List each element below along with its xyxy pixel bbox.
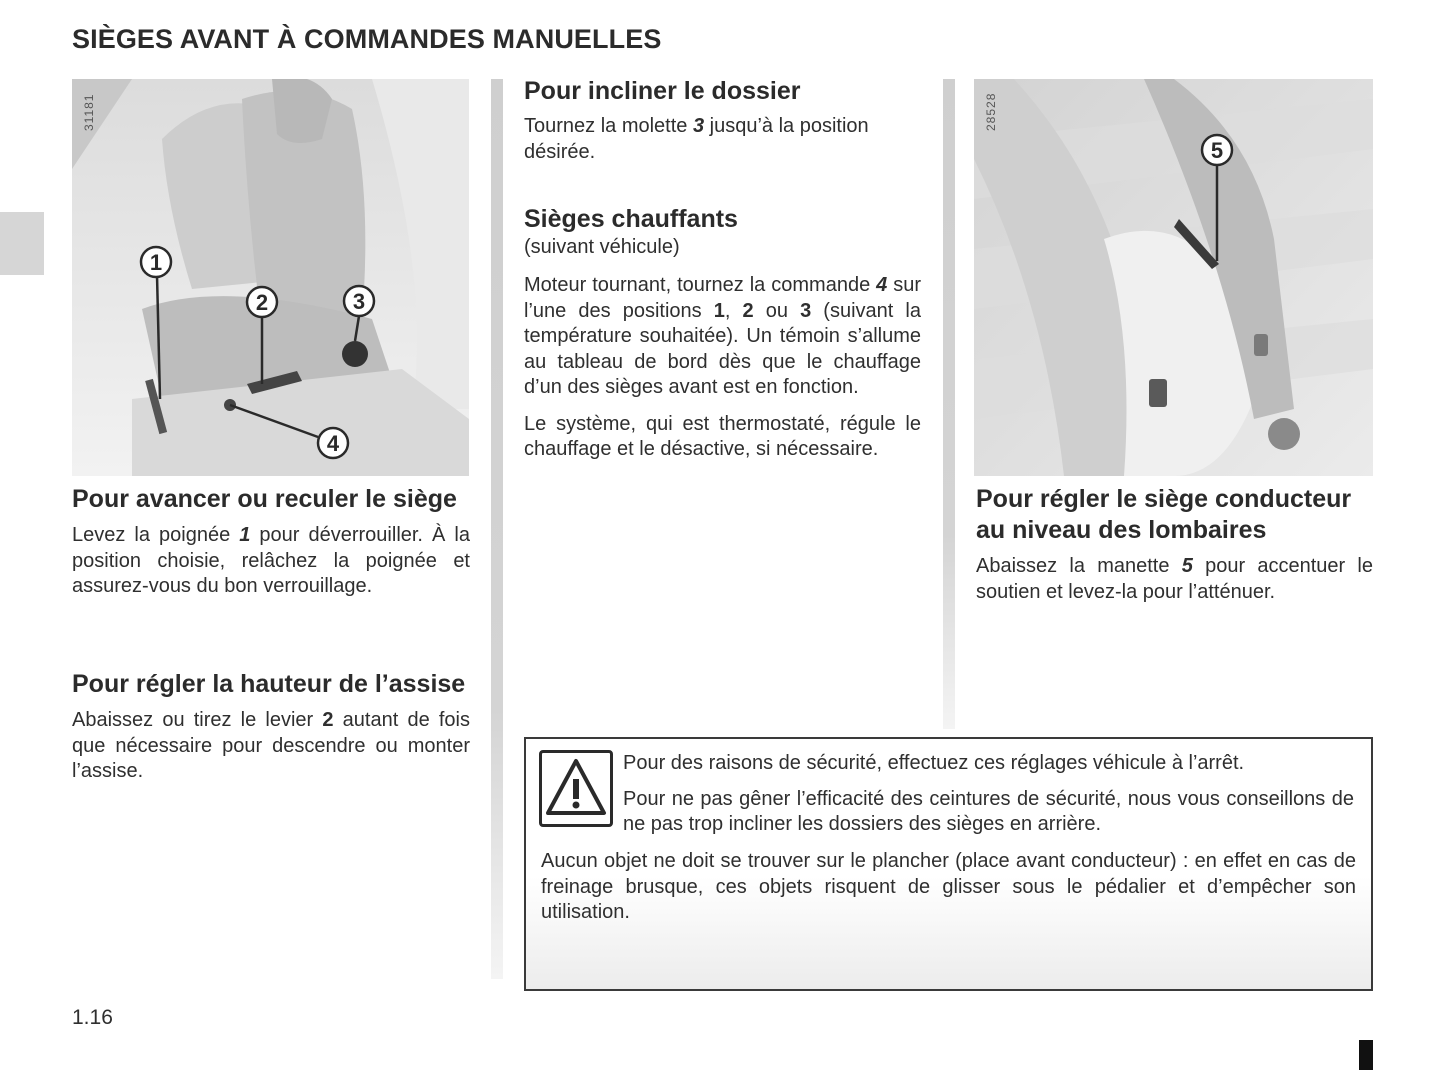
paragraph-recline: Tournez la molette 3 jusqu’à la position désirée. (524, 115, 869, 163)
warning-bottom-text (541, 849, 1356, 926)
paragraph-seat-height: Abaissez ou tirez le levier 2 autant de fois que nécessaire pour descendre ou monter l’assise. (72, 709, 470, 782)
svg-text:1: 1 (149, 250, 163, 275)
column-divider-left (491, 79, 503, 979)
paragraph-lumbar: Abaissez la manette 5 pour accentuer le soutien et levez-la pour l’atténuer. (976, 555, 1373, 603)
callout-5 (1202, 135, 1232, 165)
heading-move-seat: Pour avancer ou reculer le siège (72, 485, 457, 513)
svg-text:5: 5 (1210, 138, 1224, 163)
callout-4 (318, 428, 348, 458)
seat-button (1149, 379, 1167, 407)
heading-recline: Pour incliner le dossier (524, 77, 801, 105)
figure-code-right: 28528 (984, 92, 998, 131)
warning-paragraph-3: Aucun objet ne doit se trouver sur le plancher (place avant conducteur) : en effet en cas de freinage brusque, ces objets risquent de glisser sous le pédalier et d’empêcher son utilisation. (541, 850, 1356, 923)
paragraph-heated-seats-1: Moteur tournant, tournez la commande 4 sur l’une des positions 1, 2 ou 3 (suivant la température souhaitée). Un témoin s’allume au tableau de bord dès que le chauffage d’un des sièges avant est en fonction. (524, 274, 921, 398)
section-move-seat (72, 484, 470, 600)
warning-triangle-icon (539, 750, 613, 827)
paragraph-move-seat: Levez la poignée 1 pour déverrouiller. À la position choisie, relâchez la poignée et assurez-vous du bon verrouillage. (72, 524, 470, 597)
figure-code-left: 31181 (82, 93, 96, 131)
svg-text:3: 3 (352, 289, 366, 314)
section-seat-height (72, 669, 470, 785)
page-title: SIÈGES AVANT À COMMANDES MANUELLES (72, 24, 662, 54)
warning-top-text (623, 751, 1354, 838)
subheading-heated-seats: (suivant véhicule) (524, 236, 680, 258)
seat-controls-figure (72, 79, 469, 476)
warning-paragraph-1: Pour des raisons de sécurité, effectuez ces réglages véhicule à l’arrêt. (623, 752, 1245, 774)
column-divider-right (943, 79, 955, 729)
heading-seat-height: Pour régler la hauteur de l’assise (72, 670, 466, 698)
page-number: 1.16 (72, 1006, 113, 1029)
paragraph-heated-seats-2: Le système, qui est thermostaté, régule le chauffage et le désactive, si nécessaire. (524, 412, 921, 460)
page-edge-marker (1359, 1040, 1373, 1070)
heading-lumbar: Pour régler le siège conducteur au niveau des lombaires (976, 485, 1352, 544)
svg-text:4: 4 (326, 431, 340, 456)
section-recline (524, 76, 921, 165)
seat-clip (1254, 334, 1268, 356)
warning-paragraph-2: Pour ne pas gêner l’efficacité des ceintures de sécurité, nous vous conseillons de ne pas trop incliner les dossiers des sièges en arrière. (623, 787, 1354, 835)
knob-3 (342, 341, 368, 367)
callout-3 (344, 286, 374, 316)
heading-heated-seats: Sièges chauffants (524, 205, 738, 233)
lumbar-lever-figure (974, 79, 1373, 476)
seat-bolt (1268, 418, 1300, 450)
headrest (272, 79, 332, 143)
callout-2 (247, 287, 277, 317)
chapter-tab-marker (0, 212, 44, 275)
callout-1 (141, 247, 171, 277)
section-heated-seats (524, 204, 921, 463)
svg-text:2: 2 (255, 290, 269, 315)
section-lumbar (976, 484, 1373, 605)
